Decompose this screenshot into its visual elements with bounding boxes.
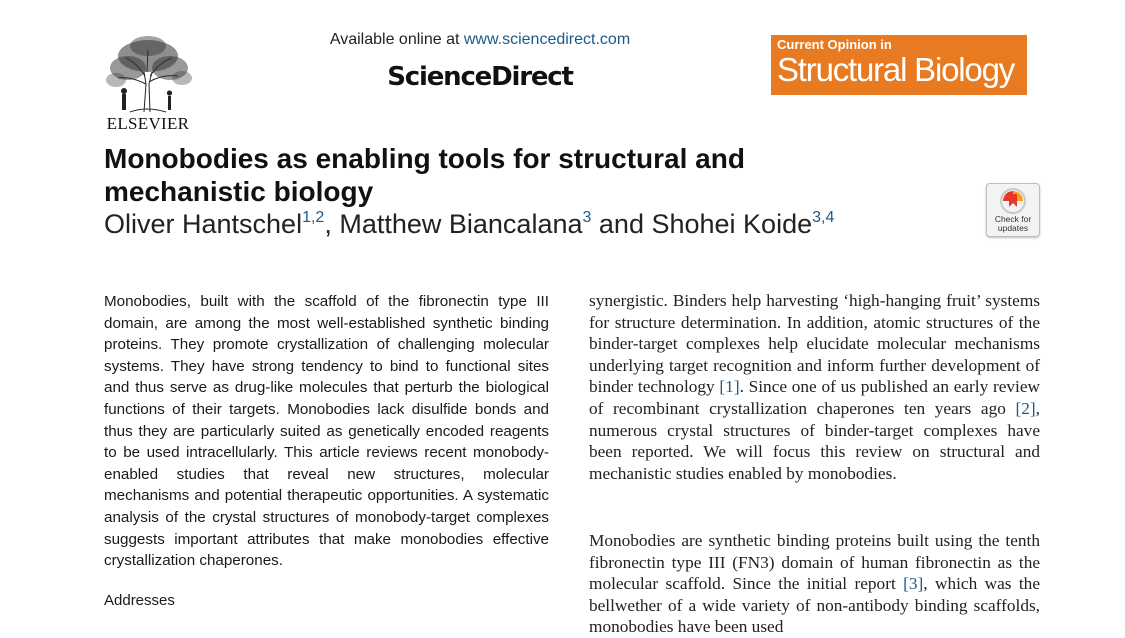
sciencedirect-url-link[interactable]: www.sciencedirect.com <box>463 31 631 48</box>
intro-text: Monobodies are synthetic binding proteins built using the tenth fibronectin type III (FN3) domain of human fibronectin as the molecular scaffold. Since the initial report <box>589 531 1040 594</box>
citation-link[interactable]: [2] <box>1015 398 1036 418</box>
author-name[interactable]: Matthew Biancalana <box>339 209 583 239</box>
intro-paragraph <box>589 530 1040 638</box>
affiliation-marker[interactable]: 3 <box>582 209 592 226</box>
badge-line-2: updates <box>997 223 1029 233</box>
available-prefix: Available online at <box>329 31 464 48</box>
article-title: Monobodies as enabling tools for structural and mechanistic biology <box>104 143 745 207</box>
intro-text: synergistic. Binders help harvesting ‘high-hanging fruit’ systems for structure determination. In addition, atomic structures of the binder-target complexes help elucidate molecular mechanisms underlying target recognition and inform further development of binder technology <box>589 291 1040 397</box>
author-list <box>104 209 834 240</box>
sciencedirect-wordmark: ScienceDirect <box>387 62 573 92</box>
crossmark-icon <box>997 188 1029 214</box>
author-name[interactable]: Oliver Hantschel <box>104 209 303 239</box>
check-for-updates-button[interactable] <box>986 183 1040 237</box>
abstract-text: Monobodies, built with the scaffold of the fibronectin type III domain, are among the most well-established synthetic binding proteins. They promote crystallization of challenging molecular systems. They have strong tendency to bind to functional sites and thus serve as drug-like molecules that perturb the biological functions of their targets. Monobodies lack disulfide bonds and thus they are particularly suited as genetically encoded reagents to be used intracellularly. This article reviews recent monobody-enabled studies that reveal new structures, molecular mechanisms and potential therapeutic opportunities. A systematic analysis of the crystal structures of monobody-target complexes suggests important attributes that make monobodies effective crystallization chaperones. <box>104 293 549 570</box>
citation-link[interactable]: [1] <box>719 377 740 397</box>
intro-text: . Since one of us published an early review of recombinant crystallization chaperones ten years ago <box>589 377 1040 418</box>
affiliation-marker[interactable]: 3,4 <box>812 209 835 226</box>
journal-title: Structural Biology <box>777 51 1015 88</box>
publisher-wordmark: ELSEVIER <box>106 114 190 133</box>
author-separator: , <box>324 209 340 239</box>
citation-link[interactable]: [3] <box>903 574 924 594</box>
intro-text: , numerous crystal structures of binder-target complexes have been reported. We will focus this review on structural and mechanistic studies enabled by monobodies. <box>589 398 1040 483</box>
elsevier-tree-icon <box>100 32 196 114</box>
intro-paragraph <box>589 290 1040 484</box>
check-for-updates-label <box>987 215 1039 233</box>
affiliation-marker[interactable]: 1,2 <box>302 209 325 226</box>
journal-banner <box>771 35 1027 95</box>
intro-text: , which was the bellwether of a wide variety of non-antibody binding scaffolds, monobodies have been used <box>589 574 1040 637</box>
author-name[interactable]: Shohei Koide <box>651 209 813 239</box>
addresses-heading: Addresses <box>104 592 175 609</box>
badge-line-1: Check for <box>994 214 1032 224</box>
available-online-line <box>300 31 660 49</box>
author-conjunction: and <box>591 209 652 239</box>
journal-series: Current Opinion in <box>777 37 892 52</box>
